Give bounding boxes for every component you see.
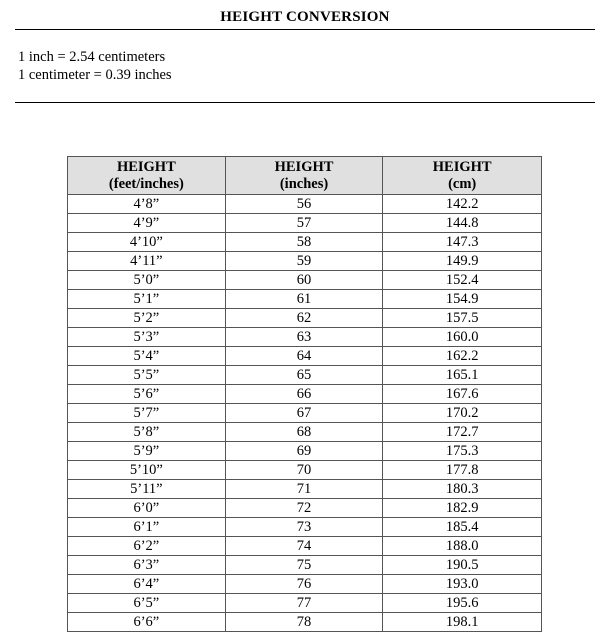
cell-inches: 56 [225, 195, 383, 214]
cell-inches: 75 [225, 556, 383, 575]
cell-cm: 182.9 [383, 499, 542, 518]
table-row [68, 423, 542, 442]
cell-cm: 170.2 [383, 404, 542, 423]
cell-inches: 73 [225, 518, 383, 537]
cell-feet-inches: 5’6” [68, 385, 226, 404]
header-cm-title: HEIGHT [432, 158, 492, 175]
cell-feet-inches: 4’9” [68, 214, 226, 233]
cell-feet-inches: 5’10” [68, 461, 226, 480]
table-row [68, 404, 542, 423]
cell-feet-inches: 4’11” [68, 252, 226, 271]
table-row [68, 518, 542, 537]
cell-cm: 193.0 [383, 575, 542, 594]
cell-cm: 190.5 [383, 556, 542, 575]
height-conversion-table [67, 156, 542, 632]
cell-feet-inches: 5’5” [68, 366, 226, 385]
cell-inches: 70 [225, 461, 383, 480]
cell-cm: 198.1 [383, 613, 542, 632]
cell-cm: 180.3 [383, 480, 542, 499]
cell-inches: 59 [225, 252, 383, 271]
cell-inches: 69 [225, 442, 383, 461]
table-row [68, 252, 542, 271]
table-row [68, 366, 542, 385]
page-title: HEIGHT CONVERSION [220, 9, 390, 25]
header-feet-inches [68, 157, 226, 195]
cell-feet-inches: 5’11” [68, 480, 226, 499]
table-row [68, 499, 542, 518]
cell-inches: 60 [225, 271, 383, 290]
header-cm [383, 157, 542, 195]
cell-cm: 188.0 [383, 537, 542, 556]
cell-feet-inches: 6’2” [68, 537, 226, 556]
table-row [68, 290, 542, 309]
table-row [68, 442, 542, 461]
cell-cm: 157.5 [383, 309, 542, 328]
cell-feet-inches: 5’2” [68, 309, 226, 328]
cell-feet-inches: 5’8” [68, 423, 226, 442]
table-header-row [68, 157, 542, 195]
top-divider [15, 29, 595, 30]
cell-feet-inches: 5’4” [68, 347, 226, 366]
cell-feet-inches: 4’10” [68, 233, 226, 252]
cell-inches: 64 [225, 347, 383, 366]
cell-cm: 152.4 [383, 271, 542, 290]
header-cm-unit: (cm) [448, 175, 477, 192]
cell-inches: 76 [225, 575, 383, 594]
table-row [68, 328, 542, 347]
cell-feet-inches: 6’1” [68, 518, 226, 537]
header-feet-inches-unit: (feet/inches) [108, 175, 184, 192]
cell-feet-inches: 4’8” [68, 195, 226, 214]
cell-cm: 160.0 [383, 328, 542, 347]
cell-cm: 162.2 [383, 347, 542, 366]
cell-feet-inches: 5’0” [68, 271, 226, 290]
table-row [68, 594, 542, 613]
cell-feet-inches: 5’9” [68, 442, 226, 461]
cell-feet-inches: 5’7” [68, 404, 226, 423]
header-inches [225, 157, 383, 195]
cell-cm: 177.8 [383, 461, 542, 480]
table-row [68, 480, 542, 499]
cell-cm: 149.9 [383, 252, 542, 271]
cell-cm: 154.9 [383, 290, 542, 309]
cell-cm: 172.7 [383, 423, 542, 442]
cell-inches: 77 [225, 594, 383, 613]
cell-feet-inches: 6’6” [68, 613, 226, 632]
table-row [68, 214, 542, 233]
cell-inches: 66 [225, 385, 383, 404]
table-row [68, 556, 542, 575]
cell-inches: 74 [225, 537, 383, 556]
cell-cm: 175.3 [383, 442, 542, 461]
table-row [68, 461, 542, 480]
cell-feet-inches: 6’3” [68, 556, 226, 575]
header-inches-title: HEIGHT [274, 158, 334, 175]
cell-inches: 62 [225, 309, 383, 328]
table-row [68, 195, 542, 214]
conversion-cm-to-inch: 1 centimeter = 0.39 inches [18, 67, 172, 83]
cell-cm: 167.6 [383, 385, 542, 404]
cell-cm: 147.3 [383, 233, 542, 252]
table-row [68, 347, 542, 366]
bottom-divider [15, 102, 595, 103]
cell-inches: 72 [225, 499, 383, 518]
cell-cm: 195.6 [383, 594, 542, 613]
cell-feet-inches: 6’5” [68, 594, 226, 613]
cell-feet-inches: 6’0” [68, 499, 226, 518]
cell-inches: 71 [225, 480, 383, 499]
table-row [68, 613, 542, 632]
conversion-inch-to-cm: 1 inch = 2.54 centimeters [18, 49, 166, 65]
cell-inches: 78 [225, 613, 383, 632]
cell-cm: 185.4 [383, 518, 542, 537]
cell-cm: 165.1 [383, 366, 542, 385]
cell-feet-inches: 5’3” [68, 328, 226, 347]
table-row [68, 233, 542, 252]
table-row [68, 575, 542, 594]
cell-inches: 63 [225, 328, 383, 347]
cell-inches: 57 [225, 214, 383, 233]
cell-inches: 68 [225, 423, 383, 442]
cell-inches: 65 [225, 366, 383, 385]
header-inches-unit: (inches) [279, 175, 329, 192]
cell-inches: 67 [225, 404, 383, 423]
header-feet-inches-title: HEIGHT [116, 158, 176, 175]
cell-cm: 144.8 [383, 214, 542, 233]
table-row [68, 309, 542, 328]
cell-inches: 61 [225, 290, 383, 309]
cell-inches: 58 [225, 233, 383, 252]
table-row [68, 537, 542, 556]
table-row [68, 385, 542, 404]
cell-cm: 142.2 [383, 195, 542, 214]
cell-feet-inches: 5’1” [68, 290, 226, 309]
table-row [68, 271, 542, 290]
cell-feet-inches: 6’4” [68, 575, 226, 594]
